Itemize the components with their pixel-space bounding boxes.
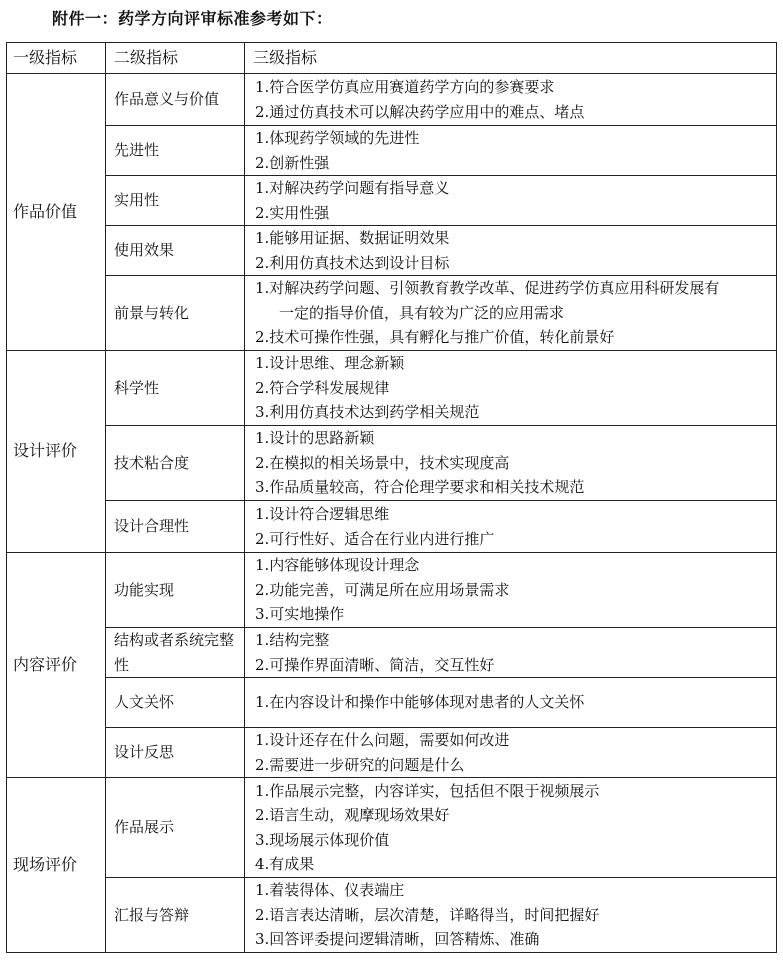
level3-criteria: [245, 74, 777, 126]
table-body: [7, 43, 777, 953]
level3-criteria: [245, 176, 777, 226]
table-row: [7, 176, 777, 226]
criterion-item: 1.符合医学仿真应用赛道药学方向的参赛要求: [255, 78, 555, 96]
level3-criteria: [245, 728, 777, 778]
criterion-item: 1.对解决药学问题、引领教育教学改革、促进药学仿真应用科研发展有: [255, 279, 720, 298]
criterion-item: 1.体现药学领域的先进性: [255, 129, 420, 147]
level1-indicator: 内容评价: [7, 553, 106, 778]
level3-criteria: [245, 426, 777, 501]
level2-indicator: 先进性: [106, 126, 245, 176]
criterion-item: 2.创新性强: [255, 153, 330, 172]
level2-indicator: 人文关怀: [106, 678, 245, 728]
level3-criteria: [245, 351, 777, 426]
header-level1: 一级指标: [7, 43, 106, 74]
criterion-item: 1.设计符合逻辑思维: [255, 505, 390, 523]
criterion-item: 一定的指导价值，具有较为广泛的应用需求: [279, 303, 565, 322]
criterion-item: 1.在内容设计和操作中能够体现对患者的人文关怀: [255, 693, 585, 712]
criterion-item: 2.需要进一步研究的问题是什么: [255, 755, 465, 774]
criterion-item: 2.可行性好、适合在行业内进行推广: [255, 529, 495, 548]
criterion-item: 1.作品展示完整，内容详实，包括但不限于视频展示: [255, 781, 600, 800]
table-row: [7, 678, 777, 728]
evaluation-criteria-table: [6, 42, 777, 953]
level3-criteria: [245, 553, 777, 628]
table-header-row: [7, 43, 777, 74]
table-row: [7, 276, 777, 351]
criterion-item: 1.设计还存在什么问题，需要如何改进: [255, 731, 510, 749]
level3-criteria: [245, 501, 777, 553]
table-row: [7, 74, 777, 126]
criterion-item: 3.回答评委提问逻辑清晰，回答精炼、准确: [255, 930, 540, 949]
level1-indicator: 现场评价: [7, 778, 106, 953]
criterion-item: 2.利用仿真技术达到设计目标: [255, 253, 450, 272]
criterion-item: 1.内容能够体现设计理念: [255, 556, 420, 575]
criterion-item: 2.实用性强: [255, 203, 330, 222]
table-row: [7, 351, 777, 426]
table-row: [7, 553, 777, 628]
level3-criteria: [245, 126, 777, 176]
header-level2: 二级指标: [106, 43, 245, 74]
criterion-item: 4.有成果: [255, 855, 315, 873]
table-row: [7, 778, 777, 878]
table-row: [7, 728, 777, 778]
table-row: [7, 628, 777, 678]
criterion-item: 2.功能完善，可满足所在应用场景需求: [255, 580, 510, 599]
level2-indicator: 功能实现: [106, 553, 245, 628]
criterion-item: 3.可实地操作: [255, 605, 345, 624]
criterion-item: 2.在模拟的相关场景中，技术实现度高: [255, 453, 510, 472]
criterion-item: 1.对解决药学问题有指导意义: [255, 179, 450, 197]
level2-indicator: 设计反思: [106, 728, 245, 778]
level2-indicator: 结构或者系统完整性: [106, 628, 245, 678]
table-row: [7, 426, 777, 501]
level2-indicator: 作品意义与价值: [106, 74, 245, 126]
level2-indicator: 设计合理性: [106, 501, 245, 553]
level2-indicator: 使用效果: [106, 226, 245, 276]
level2-indicator: 科学性: [106, 351, 245, 426]
header-level3: 三级指标: [245, 43, 777, 74]
criterion-item: 2.语言生动，观摩现场效果好: [255, 806, 450, 824]
table-row: [7, 878, 777, 953]
level3-criteria: [245, 878, 777, 953]
table-row: [7, 126, 777, 176]
level1-indicator: 作品价值: [7, 74, 106, 351]
table-row: [7, 501, 777, 553]
criterion-item: 1.设计的思路新颖: [255, 429, 375, 448]
criterion-item: 3.利用仿真技术达到药学相关规范: [255, 403, 480, 422]
criterion-item: 1.结构完整: [255, 631, 330, 649]
criterion-item: 2.技术可操作性强，具有孵化与推广价值，转化前景好: [255, 328, 615, 347]
level2-indicator: 作品展示: [106, 778, 245, 878]
criterion-item: 2.符合学科发展规律: [255, 378, 390, 397]
table-row: [7, 226, 777, 276]
level3-criteria: [245, 778, 777, 878]
level2-indicator: 技术粘合度: [106, 426, 245, 501]
level1-indicator: 设计评价: [7, 351, 106, 553]
criterion-item: 2.通过仿真技术可以解决药学应用中的难点、堵点: [255, 102, 585, 121]
criterion-item: 1.着装得体、仪表端庄: [255, 881, 405, 900]
level3-criteria: [245, 678, 777, 728]
page-title: 附件一：药学方向评审标准参考如下：: [52, 9, 333, 28]
level3-criteria: [245, 276, 777, 351]
level2-indicator: 前景与转化: [106, 276, 245, 351]
criterion-item: 1.能够用证据、数据证明效果: [255, 229, 450, 247]
level2-indicator: 汇报与答辩: [106, 878, 245, 953]
criterion-item: 3.作品质量较高，符合伦理学要求和相关技术规范: [255, 478, 585, 497]
criterion-item: 3.现场展示体现价值: [255, 830, 390, 849]
criterion-item: 1.设计思维、理念新颖: [255, 354, 405, 373]
level2-indicator: 实用性: [106, 176, 245, 226]
level3-criteria: [245, 226, 777, 276]
criterion-item: 2.可操作界面清晰、简洁，交互性好: [255, 655, 495, 674]
criterion-item: 2.语言表达清晰，层次清楚，详略得当，时间把握好: [255, 905, 600, 924]
level3-criteria: [245, 628, 777, 678]
